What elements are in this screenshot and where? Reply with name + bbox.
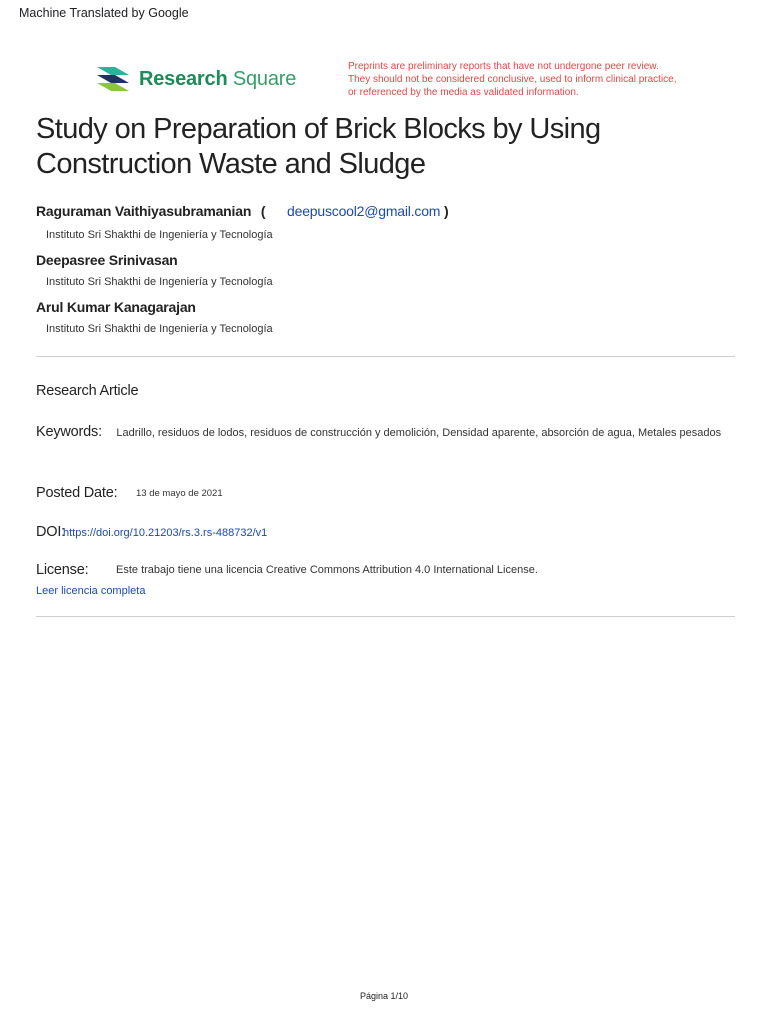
research-square-logo[interactable] xyxy=(95,64,296,94)
article-type: Research Article xyxy=(36,383,139,399)
author-email-link[interactable]: deepuscool2@gmail.com xyxy=(287,203,441,219)
page-number: Página 1/10 xyxy=(359,991,409,1001)
paper-title: Study on Preparation of Brick Blocks by Using Construction Waste and Sludge xyxy=(36,113,601,180)
author-name: Arul Kumar Kanagarajan xyxy=(36,299,196,315)
author-name: Raguraman Vaithiyasubramanian xyxy=(36,203,252,219)
email-close-paren: ) xyxy=(443,203,449,219)
doi-label: DOI: xyxy=(36,524,66,540)
disclaimer-line: Preprints are preliminary reports that have not undergone peer review. xyxy=(348,61,659,72)
preprint-disclaimer xyxy=(348,60,708,99)
posted-date-value: 13 de mayo de 2021 xyxy=(136,488,223,499)
logo-word-research: Research xyxy=(139,67,228,90)
logo-word-square: Square xyxy=(232,67,297,90)
author-3 xyxy=(36,299,196,315)
machine-translation-banner: Machine Translated by Google xyxy=(19,6,189,20)
author-2 xyxy=(36,252,178,268)
doi-link[interactable]: https://doi.org/10.21203/rs.3.rs-488732/v1 xyxy=(63,527,268,539)
author-affiliation: Instituto Sri Shakthi de Ingeniería y Tecnología xyxy=(46,323,273,335)
section-divider xyxy=(36,356,735,357)
logo-wordmark xyxy=(139,68,296,91)
author-affiliation: Instituto Sri Shakthi de Ingeniería y Tecnología xyxy=(46,229,273,241)
license-full-link[interactable]: Leer licencia completa xyxy=(36,585,146,597)
keywords-value: Ladrillo, residuos de lodos, residuos de construcción y demolición, Densidad aparente, absorción de agua, Metales pesados xyxy=(116,427,722,439)
keywords-block xyxy=(36,421,736,444)
email-open-paren: ( xyxy=(260,203,266,219)
license-label: License: xyxy=(36,562,89,578)
author-1 xyxy=(36,203,448,219)
disclaimer-line: or referenced by the media as validated information. xyxy=(348,87,579,98)
author-affiliation: Instituto Sri Shakthi de Ingeniería y Tecnología xyxy=(46,276,273,288)
keywords-label: Keywords: xyxy=(36,424,102,440)
disclaimer-line: They should not be considered conclusive, used to inform clinical practice, xyxy=(348,74,677,85)
author-name: Deepasree Srinivasan xyxy=(36,252,178,268)
section-divider xyxy=(36,616,735,617)
license-text: Este trabajo tiene una licencia Creative Commons Attribution 4.0 International License. xyxy=(116,564,538,576)
research-square-logo-icon xyxy=(95,64,131,94)
posted-date-label: Posted Date: xyxy=(36,485,118,501)
